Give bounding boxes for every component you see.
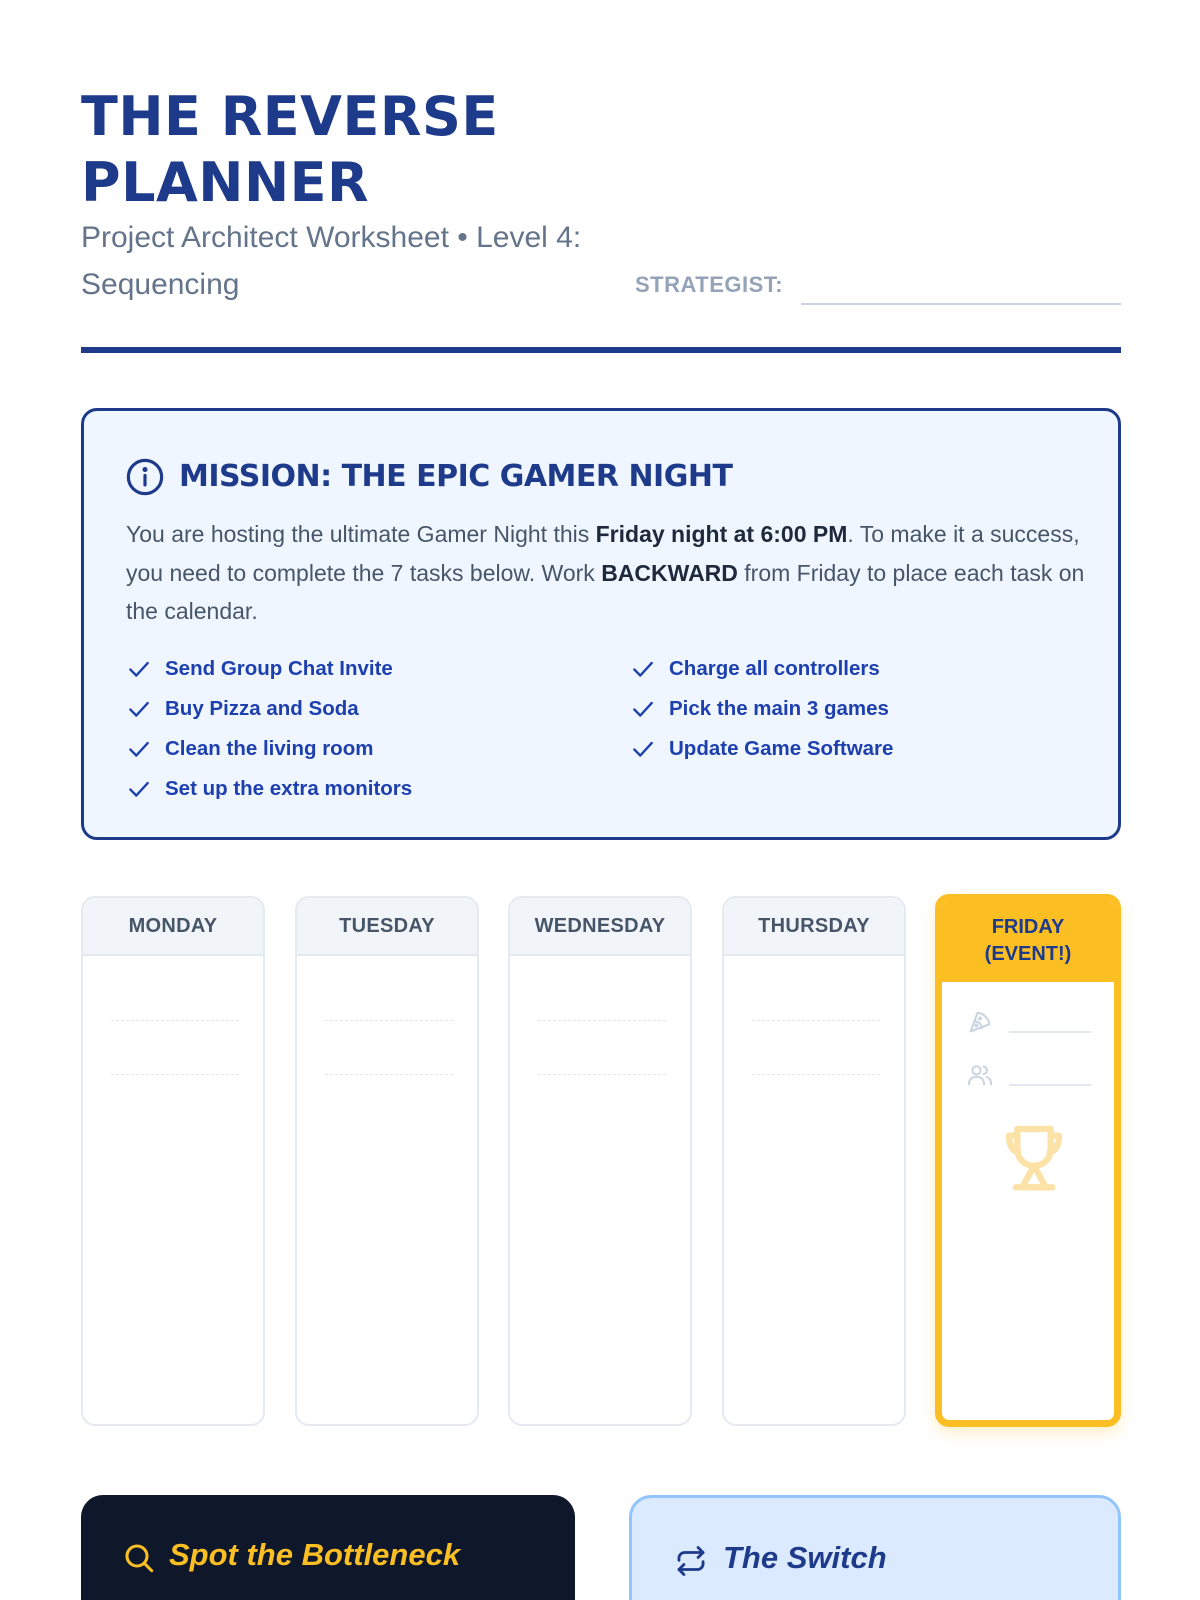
event-slot-line[interactable] bbox=[1009, 1031, 1091, 1033]
day-header: MONDAY bbox=[83, 898, 263, 956]
task-item bbox=[126, 649, 393, 689]
strategist-name-field[interactable] bbox=[801, 303, 1121, 305]
search-icon bbox=[123, 1542, 155, 1574]
info-icon bbox=[126, 458, 164, 496]
trophy-icon bbox=[994, 1119, 1074, 1199]
check-icon bbox=[630, 696, 656, 722]
day-column-thursday[interactable] bbox=[722, 896, 906, 1426]
check-icon bbox=[126, 656, 152, 682]
task-label: Charge all controllers bbox=[669, 657, 880, 680]
header-divider bbox=[81, 347, 1121, 353]
task-item bbox=[630, 649, 880, 689]
task-label: Send Group Chat Invite bbox=[165, 657, 393, 680]
task-label: Clean the living room bbox=[165, 737, 374, 760]
pizza-icon bbox=[966, 1008, 994, 1036]
check-icon bbox=[126, 776, 152, 802]
task-slot[interactable] bbox=[752, 1020, 880, 1021]
switch-title: The Switch bbox=[723, 1540, 887, 1575]
task-slot[interactable] bbox=[111, 1020, 239, 1021]
day-column-wednesday[interactable] bbox=[508, 896, 692, 1426]
day-column-tuesday[interactable] bbox=[295, 896, 479, 1426]
task-item bbox=[630, 689, 889, 729]
day-column-monday[interactable] bbox=[81, 896, 265, 1426]
task-list bbox=[126, 649, 1086, 819]
task-slot[interactable] bbox=[111, 1074, 239, 1075]
mission-title: MISSION: THE EPIC GAMER NIGHT bbox=[179, 459, 733, 494]
task-slot[interactable] bbox=[752, 1074, 880, 1075]
day-header: THURSDAY bbox=[724, 898, 904, 956]
check-icon bbox=[126, 736, 152, 762]
day-header: WEDNESDAY bbox=[510, 898, 690, 956]
day-column-friday-event[interactable] bbox=[935, 894, 1121, 1427]
bottleneck-card bbox=[81, 1495, 575, 1600]
page-title: THE REVERSE PLANNER bbox=[81, 85, 499, 214]
check-icon bbox=[630, 736, 656, 762]
bottleneck-title: Spot the Bottleneck bbox=[169, 1537, 461, 1572]
task-slot[interactable] bbox=[538, 1020, 666, 1021]
switch-card bbox=[629, 1495, 1121, 1600]
page-subtitle: Project Architect Worksheet • Level 4: Sequencing bbox=[81, 221, 582, 301]
task-item bbox=[630, 729, 893, 769]
users-icon bbox=[966, 1061, 994, 1089]
strategist-label: STRATEGIST: bbox=[635, 272, 784, 297]
task-slot[interactable] bbox=[538, 1074, 666, 1075]
task-item bbox=[126, 769, 412, 809]
mission-box bbox=[81, 408, 1121, 840]
task-item bbox=[126, 689, 359, 729]
task-label: Update Game Software bbox=[669, 737, 894, 760]
day-header: TUESDAY bbox=[297, 898, 477, 956]
task-slot[interactable] bbox=[325, 1074, 453, 1075]
repeat-icon bbox=[674, 1544, 708, 1578]
task-label: Buy Pizza and Soda bbox=[165, 697, 359, 720]
mission-description: You are hosting the ultimate Gamer Night this Friday night at 6:00 PM. To make it a success, you need to complete the 7 tasks below. Work BACKWARD from Friday to place each task on the calendar. bbox=[126, 521, 1085, 624]
task-label: Set up the extra monitors bbox=[165, 777, 413, 800]
friday-header: FRIDAY (EVENT!) bbox=[935, 894, 1121, 982]
check-icon bbox=[126, 696, 152, 722]
worksheet-page bbox=[81, 0, 1121, 1600]
event-slot-line[interactable] bbox=[1009, 1084, 1091, 1086]
task-item bbox=[126, 729, 373, 769]
task-label: Pick the main 3 games bbox=[669, 697, 889, 720]
check-icon bbox=[630, 656, 656, 682]
task-slot[interactable] bbox=[325, 1020, 453, 1021]
